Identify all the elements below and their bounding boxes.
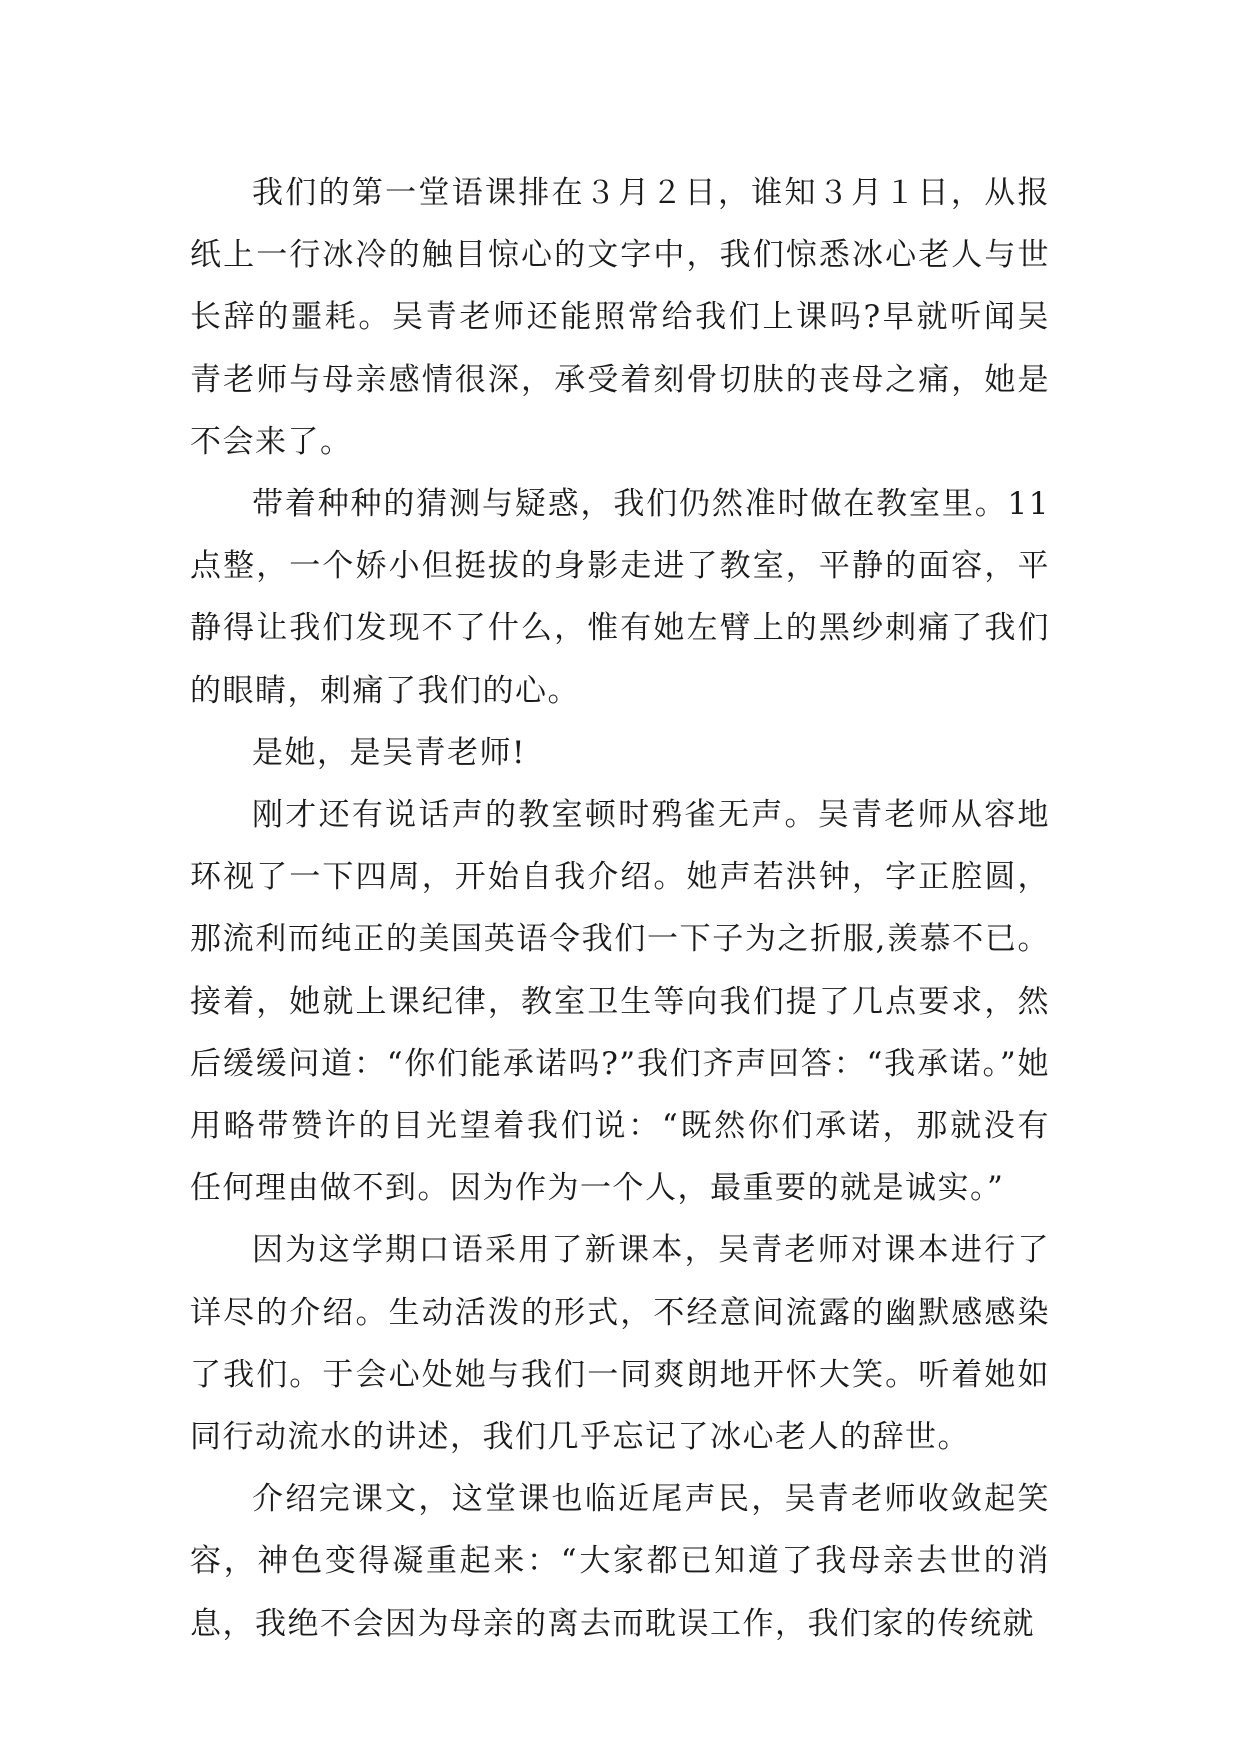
paragraph-6: 介绍完课文，这堂课也临近尾声民，吴青老师收敛起笑容，神色变得凝重起来：“大家都已知道了我母亲去世的消息，我绝不会因为母亲的离去而耽误工作，我们家的传统就 [190,1481,1050,1642]
paragraph-1: 我们的第一堂语课排在３月２日，谁知３月１日，从报纸上一行冰冷的触目惊心的文字中，我们惊悉冰心老人与世长辞的噩耗。吴青老师还能照常给我们上课吗?早就听闻吴青老师与母亲感情很深，承受着刻骨切肤的丧母之痛，她是不会来了。 [190,175,1050,460]
paragraph-2: 带着种种的猜测与疑惑，我们仍然准时做在教室里。11点整，一个娇小但挺拔的身影走进了教室，平静的面容，平静得让我们发现不了什么，惟有她左臂上的黑纱刺痛了我们的眼睛，刺痛了我们的心。 [190,486,1050,709]
paragraph-4: 刚才还有说话声的教室顿时鸦雀无声。吴青老师从容地环视了一下四周，开始自我介绍。她声若洪钟，字正腔圆，那流利而纯正的美国英语令我们一下子为之折服,羡慕不已。接着，她就上课纪律，教室卫生等向我们提了几点要求，然后缓缓问道：“你们能承诺吗?”我们齐声回答：“我承诺。”她用略带赞许的目光望着我们说：“既然你们承诺，那就没有任何理由做不到。因为作为一个人，最重要的就是诚实。” [190,797,1050,1207]
paragraph-5: 因为这学期口语采用了新课本，吴青老师对课本进行了详尽的介绍。生动活泼的形式，不经意间流露的幽默感感染了我们。于会心处她与我们一同爽朗地开怀大笑。听着她如同行动流水的讲述，我们几乎忘记了冰心老人的辞世。 [190,1232,1050,1456]
paragraph-3: 是她，是吴青老师! [252,734,526,771]
article-body [190,162,1050,1655]
